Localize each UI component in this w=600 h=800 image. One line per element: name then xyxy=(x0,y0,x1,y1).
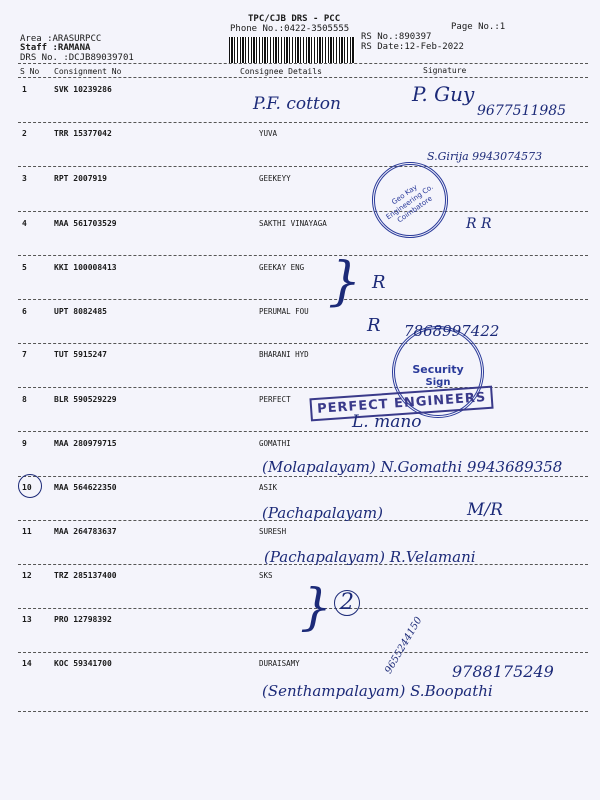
row-consignment: TRR 15377042 xyxy=(54,129,112,138)
row-rule xyxy=(18,166,588,167)
row-consignee: GEEKAY ENG xyxy=(259,263,305,272)
row-sno: 11 xyxy=(22,527,32,536)
hand-r1-name: P.F. cotton xyxy=(253,94,341,114)
drs-number: DRS No. :DCJB89039701 xyxy=(20,53,134,63)
row-consignment: KKI 100008413 xyxy=(54,263,117,272)
row-sno: 10 xyxy=(22,483,32,492)
row-consignment: SVK 10239286 xyxy=(54,85,112,94)
hand-circled-2: 2 xyxy=(334,590,360,616)
hand-r11-line: (Pachapalayam) R.Velamani xyxy=(264,548,476,566)
hand-r14-line: (Senthampalayam) S.Boopathi xyxy=(262,682,493,700)
row-consignment: MAA 564622350 xyxy=(54,483,117,492)
security-stamp-text: Security xyxy=(412,363,464,376)
hand-r13-phone: 9655244150 xyxy=(383,615,425,676)
row-sno: 2 xyxy=(22,129,27,138)
row-rule xyxy=(18,711,588,712)
col-consignment: Consignment No xyxy=(54,67,122,76)
row-rule xyxy=(18,122,588,123)
row-sno: 7 xyxy=(22,350,27,359)
header-rule-bottom xyxy=(18,77,588,78)
hand-bracket: } xyxy=(328,252,362,312)
document-title: TPC/CJB DRS - PCC xyxy=(248,14,341,24)
barcode xyxy=(229,37,355,63)
row-sno: 14 xyxy=(22,659,32,668)
row-consignment: PRO 12798392 xyxy=(54,615,112,624)
row-sno: 12 xyxy=(22,571,32,580)
row-sno: 5 xyxy=(22,263,27,272)
row-consignment: MAA 264783637 xyxy=(54,527,117,536)
row-consignee: GOMATHI xyxy=(259,439,291,448)
hand-r10-signature: M/R xyxy=(467,500,503,520)
hand-r4-signature: R R xyxy=(466,216,492,232)
hand-r1-phone: 9677511985 xyxy=(477,103,567,119)
row-consignment: MAA 561703529 xyxy=(54,219,117,228)
security-stamp-sign: Sign xyxy=(425,377,451,388)
hand-r6-phone: 7868997422 xyxy=(404,322,500,340)
row-rule xyxy=(18,211,588,212)
hand-r1-signature: P. Guy xyxy=(412,82,475,106)
row-consignee: SAKTHI VINAYAGA xyxy=(259,219,327,228)
row-rule xyxy=(18,387,588,388)
row-consignee: DURAISAMY xyxy=(259,659,300,668)
row-sno: 1 xyxy=(22,85,27,94)
row-consignment: TUT 5915247 xyxy=(54,350,107,359)
row-consignment: TRZ 285137400 xyxy=(54,571,117,580)
phone-number: Phone No.:0422-3505555 xyxy=(230,24,350,34)
hand-r6-signature: R xyxy=(367,315,381,336)
rs-number: RS No.:890397 xyxy=(361,32,432,42)
hand-r8-signature: L. mano xyxy=(352,412,422,432)
area-label: Area :ARASURPCC xyxy=(20,34,102,44)
row-consignee: PERFECT xyxy=(259,395,291,404)
row-sno: 8 xyxy=(22,395,27,404)
row-sno: 6 xyxy=(22,307,27,316)
row-sno: 13 xyxy=(22,615,32,624)
col-signature: Signature xyxy=(423,66,467,75)
staff-label: Staff :RAMANA xyxy=(20,43,91,53)
col-sno: S No xyxy=(20,67,40,76)
page-number: Page No.:1 xyxy=(451,22,506,32)
row-consignee: SURESH xyxy=(259,527,287,536)
hand-r5-signature: R xyxy=(372,272,386,293)
hand-r14-phone: 9788175249 xyxy=(452,662,554,681)
col-consignee-details: Consignee Details xyxy=(240,67,322,76)
perfect-engineers-stamp: PERFECT ENGINEERS xyxy=(309,386,494,422)
row-rule xyxy=(18,299,588,300)
row-consignee: GEEKEYY xyxy=(259,174,291,183)
row-consignee: BHARANI HYD xyxy=(259,350,309,359)
rs-date: RS Date:12-Feb-2022 xyxy=(361,42,464,52)
hand-bracket-lower: } xyxy=(300,578,332,636)
row-rule xyxy=(18,431,588,432)
row-consignment: BLR 590529229 xyxy=(54,395,117,404)
row-consignment: RPT 2007919 xyxy=(54,174,107,183)
row-consignee: YUVA xyxy=(259,129,278,138)
row-sno: 9 xyxy=(22,439,27,448)
row-rule xyxy=(18,476,588,477)
header-rule-top xyxy=(18,63,588,64)
row-rule xyxy=(18,652,588,653)
row-sno: 4 xyxy=(22,219,27,228)
row-sno: 3 xyxy=(22,174,27,183)
row-consignment: MAA 280979715 xyxy=(54,439,117,448)
row-consignment: KOC 59341700 xyxy=(54,659,112,668)
row-rule xyxy=(18,343,588,344)
row-consignment: UPT 8082485 xyxy=(54,307,107,316)
row-consignee: ASIK xyxy=(259,483,278,492)
row-rule xyxy=(18,255,588,256)
row-consignee: PERUMAL FOU xyxy=(259,307,309,316)
hand-r2-phone: S.Girija 9943074573 xyxy=(427,150,543,163)
circled-mark xyxy=(18,474,42,498)
hand-r9-line: (Molapalayam) N.Gomathi 9943689358 xyxy=(262,458,563,476)
company-round-stamp xyxy=(372,162,448,238)
company-stamp-text: Geo Kay Engineering Co. Coimbatore xyxy=(384,182,435,225)
row-consignee: SKS xyxy=(259,571,273,580)
hand-r10-line: (Pachapalayam) xyxy=(262,504,383,522)
